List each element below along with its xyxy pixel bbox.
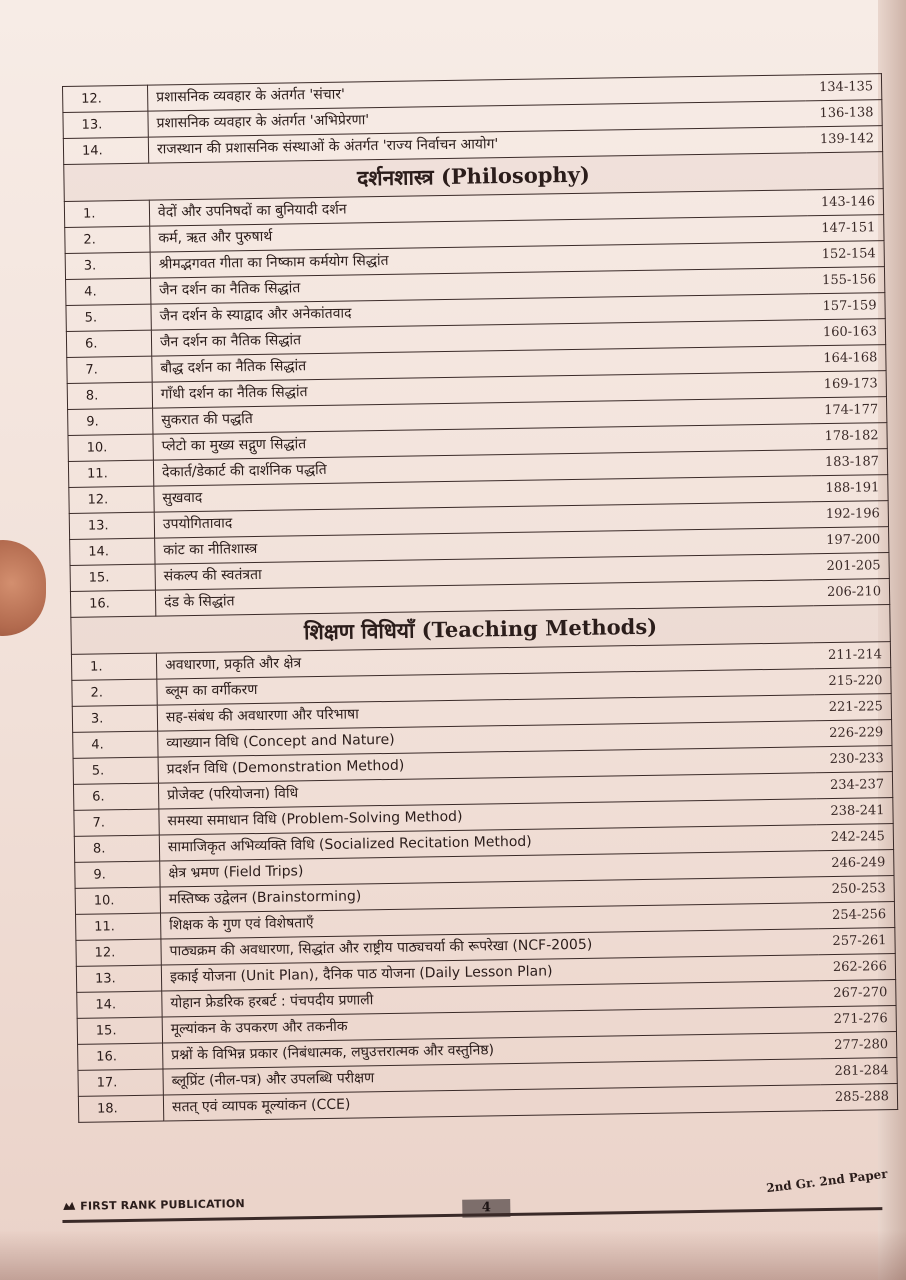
chapter-title: सुकरात की पद्धति (153, 398, 811, 434)
chapter-number: 5. (66, 304, 151, 331)
chapter-title: व्याख्यान विधि (Concept and Nature) (158, 721, 816, 757)
chapter-number: 15. (77, 1017, 162, 1044)
chapter-number: 14. (63, 137, 148, 164)
page-range: 238-241 (816, 798, 893, 825)
page-range: 197-200 (812, 527, 889, 554)
page-range: 226-229 (815, 720, 892, 747)
chapter-title: वेदों और उपनिषदों का बुनियादी दर्शन (149, 190, 807, 226)
page-range: 211-214 (814, 642, 891, 669)
chapter-number: 1. (64, 200, 149, 227)
chapter-title: प्रदर्शन विधि (Demonstration Method) (158, 747, 816, 783)
chapter-title: प्रशासनिक व्यवहार के अंतर्गत 'संचार' (147, 75, 805, 111)
page-range: 215-220 (814, 668, 891, 695)
page-range: 155-156 (808, 267, 885, 294)
chapter-number: 3. (72, 705, 157, 732)
section-heading: दर्शनशास्त्र (Philosophy) (64, 152, 883, 202)
chapter-title: जैन दर्शन का नैतिक सिद्धांत (151, 268, 809, 304)
page-range: 201-205 (812, 553, 889, 580)
page-range: 285-288 (821, 1084, 898, 1111)
publisher-label: FIRST RANK PUBLICATION (80, 1197, 245, 1213)
page-range: 242-245 (817, 824, 894, 851)
chapter-number: 15. (70, 564, 155, 591)
page-range: 192-196 (812, 501, 889, 528)
chapter-number: 9. (75, 861, 160, 888)
chapter-title: कांट का नीतिशास्त्र (155, 528, 813, 564)
chapter-number: 13. (76, 965, 161, 992)
chapter-title: पाठ्यक्रम की अवधारणा, सिद्धांत और राष्ट्रीय पाठ्यचर्या की रूपरेखा (NCF-2005) (161, 929, 819, 965)
chapter-number: 13. (69, 512, 154, 539)
page-range: 221-225 (815, 694, 892, 721)
page-range: 188-191 (811, 475, 888, 502)
chapter-title: संकल्प की स्वतंत्रता (155, 554, 813, 590)
chapter-number: 8. (74, 835, 159, 862)
chapter-title: प्रश्नों के विभिन्न प्रकार (निबंधात्मक, लघुउत्तरात्मक और वस्तुनिष्ठ) (163, 1033, 821, 1069)
publisher-logo-icon (62, 1201, 76, 1211)
chapter-title: देकार्त/डेकार्ट की दार्शनिक पद्धति (153, 450, 811, 486)
chapter-number: 14. (70, 538, 155, 565)
chapter-title: अवधारणा, प्रकृति और क्षेत्र (156, 643, 814, 679)
chapter-title: सतत् एवं व्यापक मूल्यांकन (CCE) (163, 1085, 821, 1121)
section-heading: शिक्षण विधियाँ (Teaching Methods) (71, 605, 890, 655)
chapter-number: 1. (71, 653, 156, 680)
publisher-name (62, 1197, 245, 1213)
page-range: 169-173 (810, 371, 887, 398)
chapter-number: 12. (69, 486, 154, 513)
chapter-title: उपयोगितावाद (154, 502, 812, 538)
page-range: 164-168 (809, 345, 886, 372)
chapter-number: 12. (63, 85, 148, 112)
chapter-title: प्रशासनिक व्यवहार के अंतर्गत 'अभिप्रेरणा' (148, 101, 806, 137)
chapter-title: प्लेटो का मुख्य सद्गुण सिद्धांत (153, 424, 811, 460)
page-range: 157-159 (808, 293, 885, 320)
chapter-title: बौद्ध दर्शन का नैतिक सिद्धांत (152, 346, 810, 382)
page-range: 246-249 (817, 850, 894, 877)
chapter-number: 2. (72, 679, 157, 706)
chapter-number: 7. (67, 356, 152, 383)
chapter-title: श्रीमद्भगवत गीता का निष्काम कर्मयोग सिद्धांत (150, 242, 808, 278)
toc-table (62, 73, 898, 1123)
page-range: 174-177 (810, 397, 887, 424)
chapter-number: 11. (68, 460, 153, 487)
page-range: 234-237 (816, 772, 893, 799)
chapter-title: मस्तिष्क उद्वेलन (Brainstorming) (160, 877, 818, 913)
chapter-title: राजस्थान की प्रशासनिक संस्थाओं के अंतर्गत 'राज्य निर्वाचन आयोग' (148, 127, 806, 163)
chapter-number: 4. (73, 731, 158, 758)
chapter-number: 18. (78, 1095, 163, 1122)
chapter-number: 16. (70, 590, 155, 617)
chapter-title: सुखवाद (154, 476, 812, 512)
chapter-title: गाँधी दर्शन का नैतिक सिद्धांत (152, 372, 810, 408)
toc-body (63, 74, 898, 1123)
page-range: 262-266 (819, 954, 896, 981)
page-range: 254-256 (818, 902, 895, 929)
chapter-title: इकाई योजना (Unit Plan), दैनिक पाठ योजना (Daily Lesson Plan) (161, 955, 819, 991)
chapter-title: शिक्षक के गुण एवं विशेषताएँ (161, 903, 819, 939)
page-range: 134-135 (805, 74, 882, 101)
page-number: 4 (462, 1199, 510, 1218)
chapter-number: 10. (68, 434, 153, 461)
chapter-title: सह-संबंध की अवधारणा और परिभाषा (157, 695, 815, 731)
page-range: 257-261 (818, 928, 895, 955)
page-range: 271-276 (820, 1006, 897, 1033)
chapter-number: 12. (76, 939, 161, 966)
chapter-number: 7. (74, 809, 159, 836)
page-range: 206-210 (813, 579, 890, 606)
chapter-title: क्षेत्र भ्रमण (Field Trips) (160, 851, 818, 887)
page-range: 267-270 (819, 980, 896, 1007)
page-range: 143-146 (807, 189, 884, 216)
chapter-number: 4. (66, 278, 151, 305)
chapter-number: 8. (67, 382, 152, 409)
chapter-number: 6. (66, 330, 151, 357)
chapter-title: सामाजिकृत अभिव्यक्ति विधि (Socialized Recitation Method) (159, 825, 817, 861)
paper-label: 2nd Gr. 2nd Paper (765, 1166, 889, 1196)
chapter-title: प्रोजेक्ट (परियोजना) विधि (158, 773, 816, 809)
chapter-title: जैन दर्शन का नैतिक सिद्धांत (151, 320, 809, 356)
chapter-number: 9. (68, 408, 153, 435)
chapter-number: 6. (73, 783, 158, 810)
table-of-contents (62, 73, 898, 1123)
page-range: 250-253 (818, 876, 895, 903)
page-range: 183-187 (811, 449, 888, 476)
chapter-title: योहान फ्रेडरिक हरबर्ट : पंचपदीय प्रणाली (162, 981, 820, 1017)
page-range: 139-142 (806, 126, 883, 153)
page-range: 277-280 (820, 1032, 897, 1059)
chapter-title: मूल्यांकन के उपकरण और तकनीक (162, 1007, 820, 1043)
chapter-title: समस्या समाधान विधि (Problem-Solving Method) (159, 799, 817, 835)
page-range: 178-182 (810, 423, 887, 450)
chapter-number: 10. (75, 887, 160, 914)
chapter-title: ब्लूम का वर्गीकरण (157, 669, 815, 705)
chapter-number: 17. (78, 1069, 163, 1096)
chapter-title: जैन दर्शन के स्याद्वाद और अनेकांतवाद (151, 294, 809, 330)
chapter-number: 13. (63, 111, 148, 138)
bottom-shadow (0, 1230, 906, 1280)
page-range: 230-233 (815, 746, 892, 773)
chapter-number: 16. (78, 1043, 163, 1070)
chapter-title: दंड के सिद्धांत (155, 580, 813, 616)
chapter-number: 5. (73, 757, 158, 784)
chapter-title: ब्लूप्रिंट (नील-पत्र) और उपलब्धि परीक्षण (163, 1059, 821, 1095)
chapter-number: 14. (77, 991, 162, 1018)
page-range: 160-163 (809, 319, 886, 346)
page-range: 281-284 (820, 1058, 897, 1085)
chapter-number: 3. (65, 252, 150, 279)
chapter-title: कर्म, ऋत और पुरुषार्थ (150, 216, 808, 252)
chapter-number: 2. (65, 226, 150, 253)
page-range: 147-151 (807, 215, 884, 242)
page-footer (62, 1166, 889, 1226)
page-range: 152-154 (808, 241, 885, 268)
chapter-number: 11. (76, 913, 161, 940)
page-range: 136-138 (805, 100, 882, 127)
